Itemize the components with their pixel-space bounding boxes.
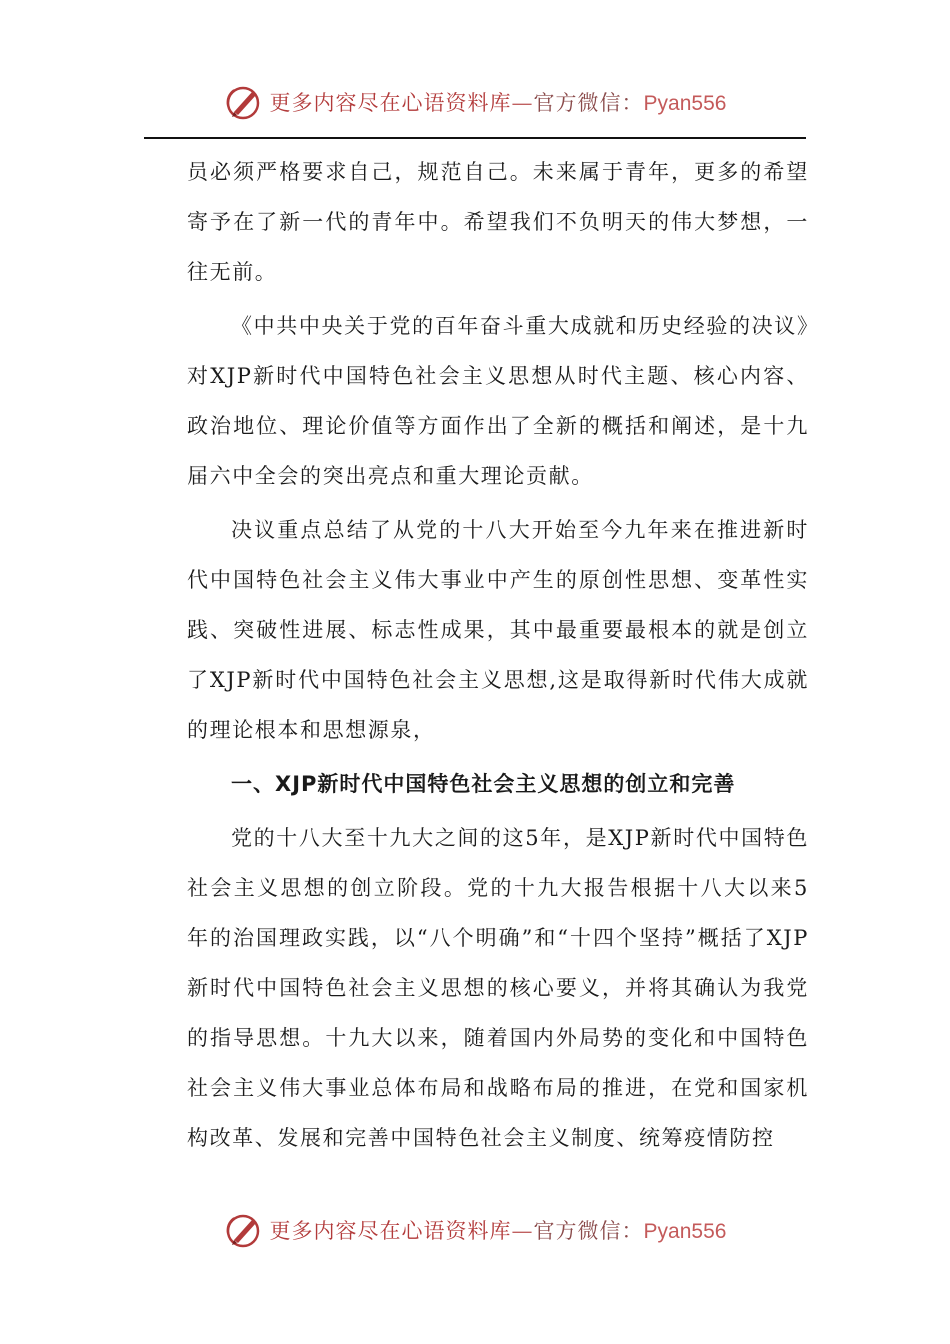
pen-logo-icon: [224, 1210, 264, 1250]
banner-wechat-id: Pyan556: [643, 1220, 727, 1243]
document-body: [187, 147, 809, 1163]
banner-wechat-id: Pyan556: [643, 92, 727, 115]
banner-wechat-label: 官方微信：: [533, 1219, 644, 1243]
paragraph-4: 党的十八大至十九大之间的这5年，是XJP新时代中国特色社会主义思想的创立阶段。党的十九大报告根据十八大以来5年的治国理政实践，以“八个明确”和“十四个坚持”概括了XJP新时代中国特色社会主义思想的核心要义，并将其确认为我党的指导思想。十九大以来，随着国内外局势的变化和中国特色社会主义伟大事业总体布局和战略布局的推进，在党和国家机构改革、发展和完善中国特色社会主义制度、统筹疫情防控: [187, 826, 809, 1150]
paragraph-2: 《中共中央关于党的百年奋斗重大成就和历史经验的决议》对XJP新时代中国特色社会主义思想从时代主题、核心内容、政治地位、理论价值等方面作出了全新的概括和阐述，是十九届六中全会的突出亮点和重大理论贡献。: [187, 314, 809, 488]
banner-wechat-label: 官方微信：: [533, 91, 644, 115]
header-rule: [144, 137, 806, 139]
paragraph-3: 决议重点总结了从党的十八大开始至今九年来在推进新时代中国特色社会主义伟大事业中产生的原创性思想、变革性实践、突破性进展、标志性成果，其中最重要最根本的就是创立了XJP新时代中国特色社会主义思想,这是取得新时代伟大成就的理论根本和思想源泉，: [187, 518, 809, 742]
footer-banner: [0, 1208, 950, 1252]
header-banner: [0, 80, 950, 124]
banner-separator: —: [511, 91, 534, 115]
banner-title: 更多内容尽在心语资料库: [269, 1219, 512, 1243]
banner-text: [270, 87, 727, 117]
banner-text: [270, 1215, 727, 1245]
banner-separator: —: [511, 1219, 534, 1243]
pen-logo-icon: [224, 82, 264, 122]
paragraph-1: 员必须严格要求自己，规范自己。未来属于青年，更多的希望寄予在了新一代的青年中。希望我们不负明天的伟大梦想，一往无前。: [187, 160, 809, 284]
section-heading: 一、XJP新时代中国特色社会主义思想的创立和完善: [231, 772, 736, 796]
banner-title: 更多内容尽在心语资料库: [269, 91, 512, 115]
